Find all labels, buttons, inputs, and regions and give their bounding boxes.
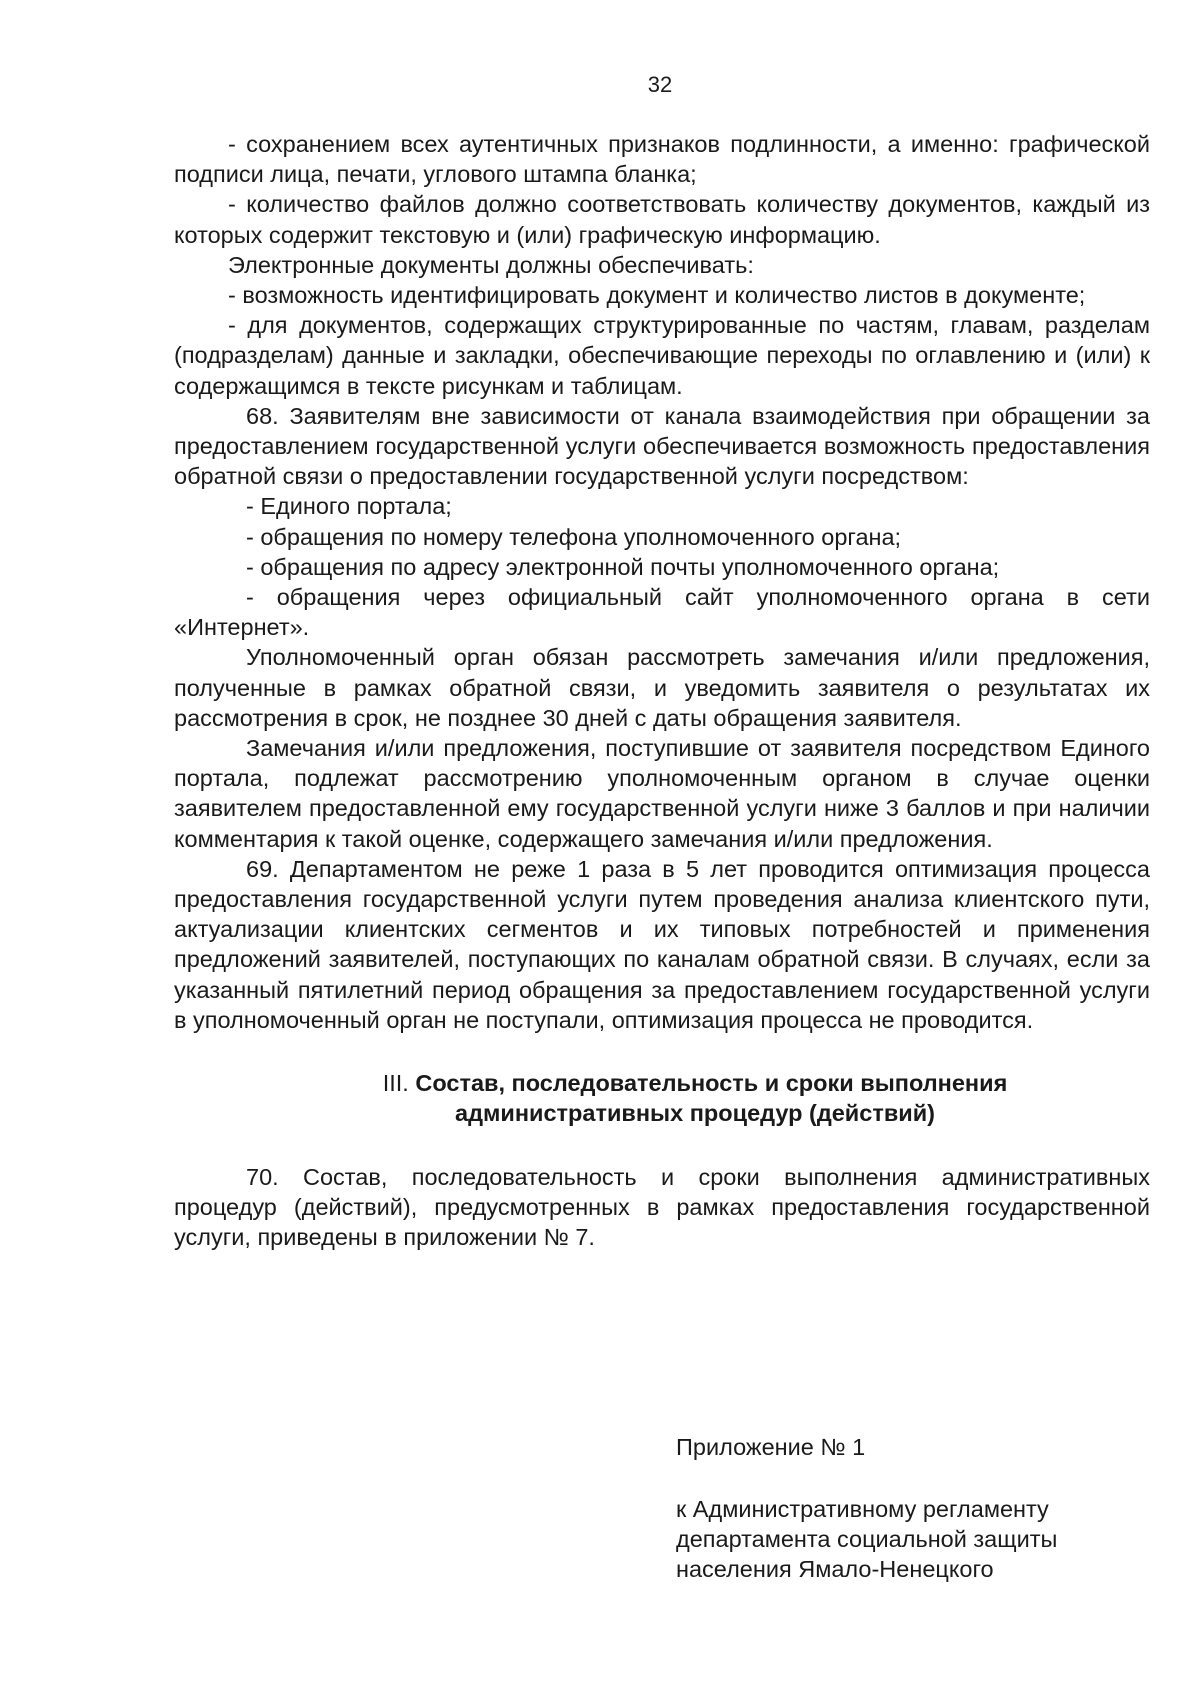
paragraph-file-count: - количество файлов должно соответствовать количеству документов, каждый из которых содержит текстовую и (или) графическую информацию. (174, 191, 1150, 248)
paragraph-portal-remarks: Замечания и/или предложения, поступившие от заявителя посредством Единого портала, подлежат рассмотрению уполномоченным органом в случае оценки заявителем предоставленной ему государственной услуги ниже 3 баллов и при наличии комментария к такой оценке, содержащего замечания и/или предложения. (174, 735, 1150, 852)
appendix-line1: к Административному регламенту (676, 1496, 1049, 1522)
list-item-phone: - обращения по номеру телефона уполномоченного органа; (246, 523, 902, 550)
section-title-line2: административных процедур (действий) (455, 1100, 935, 1127)
document-body (174, 129, 1150, 1252)
section-title-line1: Состав, последовательность и сроки выполнения (415, 1070, 1008, 1097)
paragraph-authenticity: - сохранением всех аутентичных признаков подлинности, а именно: графической подписи лица, печати, углового штампа бланка; (174, 131, 1150, 188)
appendix-reference (676, 1494, 1156, 1585)
paragraph-feedback-review: Уполномоченный орган обязан рассмотреть замечания и/или предложения, полученные в рамках обратной связи, и уведомить заявителя о результатах их рассмотрения в срок, не позднее 30 дней с даты обращения заявителя. (174, 644, 1150, 731)
list-item-email: - обращения по адресу электронной почты уполномоченного органа; (246, 553, 1000, 580)
appendix-line3: населения Ямало-Ненецкого (676, 1556, 994, 1583)
paragraph-68: 68. Заявителям вне зависимости от канала взаимодействия при обращении за предоставлением государственной услуги обеспечивается возможность предоставления обратной связи о предоставлении государственной услуги посредством: (174, 402, 1150, 490)
appendix-line2: департамента социальной защиты (676, 1526, 1058, 1553)
paragraph-69: 69. Департаментом не реже 1 раза в 5 лет проводится оптимизация процесса предоставления государственной услуги путем проведения анализа клиентского пути, актуализации клиентских сегментов и их типовых потребностей и применения предложений заявителей, поступающих по каналам обратной связи. В случаях, если за указанный пятилетний период обращения за предоставлением государственной услуги в уполномоченный орган не поступали, оптимизация процесса не проводится. (174, 855, 1150, 1033)
appendix-title: Приложение № 1 (676, 1434, 866, 1460)
paragraph-identify-document: - возможность идентифицировать документ и количество листов в документе; (228, 282, 1086, 309)
page-number: 32 (647, 72, 673, 97)
list-item-portal: - Единого портала; (246, 493, 452, 520)
paragraph-70: 70. Состав, последовательность и сроки выполнения административных процедур (действий), предусмотренных в рамках предоставления государственной услуги, приведены в приложении № 7. (174, 1163, 1150, 1250)
section-number: III. (382, 1070, 409, 1097)
paragraph-structured-docs: - для документов, содержащих структурированные по частям, главам, разделам (подразделам) данные и закладки, обеспечивающие переходы по оглавлению и (или) к содержащимся в тексте рисункам и таблицам. (174, 312, 1150, 399)
paragraph-electronic-docs: Электронные документы должны обеспечивать: (228, 251, 754, 278)
section-heading (174, 1068, 1150, 1128)
list-item-website: - обращения через официальный сайт уполномоченного органа в сети «Интернет». (174, 584, 1150, 641)
